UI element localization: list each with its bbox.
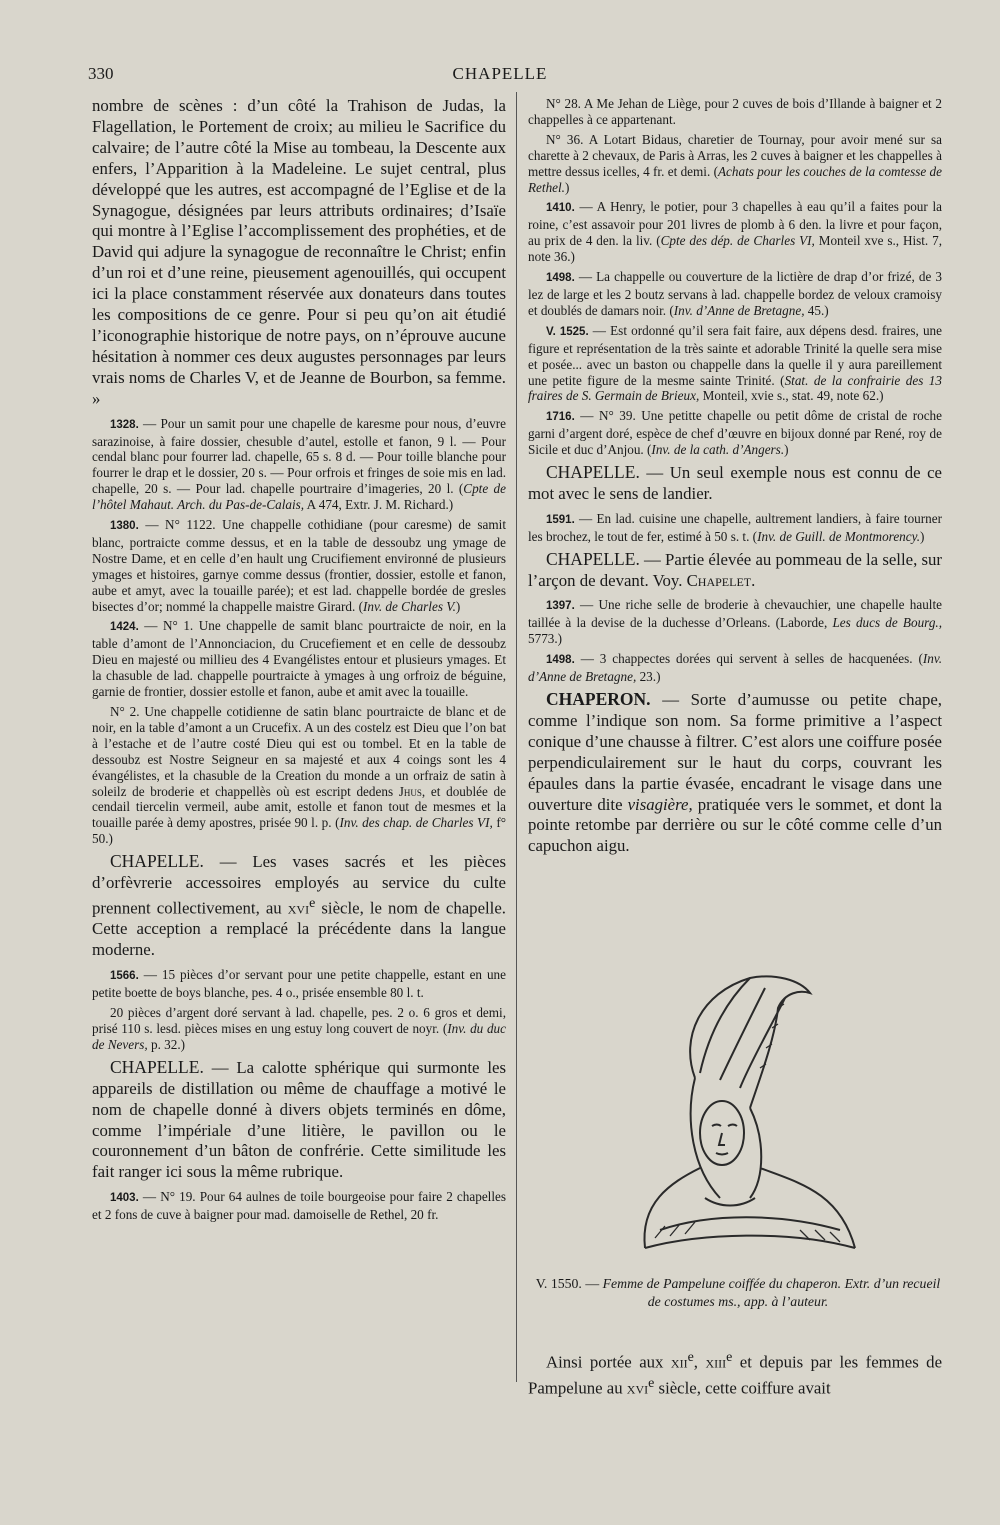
entry-year: 1410. (546, 202, 575, 215)
entry-source: Inv. d’Anne de Bretagne, (528, 651, 942, 685)
entry-text: — La chappelle ou couverture de la lictière de drap d’or frizé, de 3 lez de large et les 2 boutz servans à lad. chappelle bordez de veloux cramoisy et doublés de damars noir. ( (528, 269, 942, 318)
entry-source: Inv. d’Anne de Bretagne, (673, 302, 805, 318)
text: et depuis par les femmes de Pampelune au (528, 1352, 943, 1398)
entry-year: 1397. (546, 600, 575, 613)
text: siècle, cette coiffure avait (654, 1378, 831, 1398)
entry-tail: 5773.) (528, 631, 563, 647)
entry-1397 (528, 597, 942, 647)
entry-year: 1380. (110, 520, 139, 533)
entry-1328 (92, 416, 506, 513)
left-column (92, 96, 506, 1227)
entry-word: Jhus (398, 783, 422, 799)
entry-tail: 45.) (804, 302, 829, 318)
entry-source: Cpte des dép. de Charles VI, (660, 233, 815, 249)
entry-source: Achats pour les couches de la comtesse de Rethel. (528, 163, 942, 195)
entry-text: N° 2. Une chappelle cotidienne de satin blanc pourtraicte de blanc et de noir, en la table d’amont a un Crucefix. A un des costelz est Dieu que l’on bat à l’estache et de l’autre costé Dieu qui est ou tombel. Et en la table de dessoubz est Nostre Seigneur en sa majesté et aux 4 coings sont les 4 évangélistes, et la chasuble de la Creation du monde a un orfraiz de satin à soleilz de broderie et chappellès où est escript dedens (92, 704, 506, 799)
entry-year: 1403. (110, 1192, 139, 1205)
entry-source: Inv. de Guill. de Montmorency. (757, 528, 921, 544)
century-sup: e (309, 895, 316, 911)
term: visagière, (627, 794, 693, 814)
entry-1716 (528, 408, 942, 458)
caption-date: V. 1550. — (535, 1276, 603, 1291)
entry-1403 (92, 1189, 506, 1223)
right-column (528, 96, 942, 863)
entry-tail: ) (564, 179, 570, 195)
entry-text: — Une riche selle de broderie à chevauchier, une chapelle haulte taillée à la devise de la duchesse d’Orleans. (Laborde, (528, 597, 942, 631)
entry-tail: f° 50.) (92, 815, 506, 847)
cross-reference: Chapelet. (686, 570, 756, 590)
headword: CHAPERON. (546, 689, 651, 709)
headword: CHAPELLE. (546, 548, 640, 569)
column-rule (516, 92, 517, 1382)
intro-paragraph: nombre de scènes : d’un côté la Trahison de Judas, la Flagellation, le Portement de croix; au milieu le Sacrifice du calvaire; de l’autre côté la Mise au tombeau, la Descente aux enfers, l’Apparition à la Madeleine. Le sujet central, plus développé que les autres, est accompagné de l’Eglise et de la Synagogue, désignées par leurs attributs ordinaires; d’Isaïe qui montre à l’Eglise l’accomplissement des prophéties, et de David qui adjure la synagogue de reconnaître le Christ; enfin d’un roi et d’une reine, pieusement agenouillés, qui occupent ici la place constamment réservée aux donateurs dans toutes les compositions de ce genre. Pour si peu qu’on ait étudié l’iconographie historique de notre pays, on n’éprouve aucune hésitation à nommer ces deux augustes personnages par leurs vrais noms de Charles V, et de Jeanne de Bourbon, sa femme. » (92, 96, 506, 408)
entry-text: — N° 1. Une chappelle de samit blanc pourtraicte de noir, en la table d’amont de l’Annonciacion, du Crucefiement et en celle de dessoubz Dieu en majesté ou millieu des 4 Evangélistes entour et plusieurs ymages. Et la chasuble de lad. chappelle pourtraicte à ymages à ung orfroiz de béguine, garnie de frontier, dossier estolle et fanon, aube et amit avec la touaille. (92, 618, 506, 700)
running-title: CHAPELLE (452, 64, 548, 83)
entry-source: Cpte de l’hôtel Mahaut. Arch. du Pas-de-Calais, (92, 481, 506, 513)
entry-text: — N° 1122. Une chappelle cothidiane (pour caresme) de samit blanc, portraicte comme dessus, et en la table de dessoubz ung ymage de Nostre Dame, et en celle d’en hault ung Crucifiement environné de plusieurs ymages et histoires, garnye comme dessus (frontier, dossier, estolle et fanon, aube et amyt, avec la touaille parée); et est lad. chappelle bordée de gresles bisectes d’or; nommé la chappelle maistre Girard. ( (92, 517, 506, 614)
entry-1566 (92, 967, 506, 1001)
chapelle-definition-3 (92, 1057, 506, 1183)
caption-text: Femme de Pampelune coiffée du chaperon. Extr. d’un recueil de costumes ms., app. à l’auteur. (602, 1276, 941, 1309)
text: Ainsi portée aux (546, 1352, 671, 1372)
chapelle-definition-4 (528, 462, 942, 505)
entry-tail: 23.) (636, 669, 661, 685)
entry-text: N° 36. A Lotart Bidaus, charetier de Tournay, pour avoir mené sur sa charette à 2 chevaux, de Paris à Arras, les 2 cuves à baigner et les chappelles à mettre dessus icelles, 4 fr. et demi. ( (528, 131, 942, 179)
entry-tail: ) (455, 598, 461, 614)
headword: CHAPELLE. (110, 1056, 204, 1077)
entry-text: — A Henry, le potier, pour 3 chapelles à eau qu’il a faites pour la roine, c’est assavoir pour 201 livres de plomb à 6 den. la livre et pour façon, au prix de 4 den. la liv. ( (528, 199, 942, 249)
chapelle-definition-5 (528, 549, 942, 592)
century-sup: e (726, 1350, 733, 1365)
entry-year: 1498. (546, 272, 575, 285)
century: xvi (626, 1378, 649, 1398)
entry-1566-b (92, 1005, 506, 1053)
entry-1591 (528, 511, 942, 545)
entry-year: 1591. (546, 513, 575, 526)
century: xii (670, 1352, 688, 1372)
chaperon-continuation (528, 1348, 942, 1405)
entry-text: — En lad. cuisine une chapelle, aultrement landiers, à faire tourner les brochez, le tout de fer, estimé à 50 s. t. ( (528, 510, 942, 544)
entry-source: Inv. de la cath. d’Angers. (651, 442, 785, 458)
entry-n36 (528, 132, 942, 196)
entry-text: — Est ordonné qu’il sera fait faire, aux dépens desd. fraires, une figure et représentation de la très sainte et adorable Trinité la quelle sera mise et posée... avec un baston ou chappelle dans la quelle il y aura pareillement une petite figure de la mesme sainte Trinité. ( (528, 322, 942, 388)
entry-year: 1424. (110, 621, 139, 634)
hooded-woman-engraving-icon (600, 968, 900, 1258)
entry-1525 (528, 323, 942, 405)
entry-1424 (92, 618, 506, 700)
page-number: 330 (88, 64, 114, 83)
entry-tail: A 474, Extr. J. M. Richard.) (304, 497, 454, 513)
entry-1424-n2 (92, 704, 506, 847)
figure-caption (533, 1275, 943, 1311)
entry-year: V. 1525. (546, 325, 589, 338)
entry-text: — N° 39. Une petitte chapelle ou petit dôme de cristal de roche garni d’argent doré, espèce de chef d’œuvre en bijoux donné par René, roy de Sicile et duc d’Anjou. ( (528, 408, 942, 458)
definition-text: — Sorte d’aumusse ou petite chape, comme l’indique son nom. Sa forme primitive a l’aspect conique d’une chausse à filtrer. C’est alors une coiffure posée perpendiculairement sur le haut du corps, couvrant les épaules dans la partie évasée, encadrant le visage dans une ouverture dite (528, 690, 942, 814)
entry-1410 (528, 199, 942, 265)
entry-1498-b (528, 651, 942, 685)
definition-text: pratiquée vers le sommet, et dont la pointe retombe par derrière ou sur le côté comme celle d’un capuchon aigu. (528, 794, 942, 856)
entry-tail: p. 32.) (147, 1036, 186, 1052)
entry-tail: Monteil xve s., Hist. 7, note 36.) (528, 233, 943, 265)
entry-text: — 15 pièces d’or servant pour une petite chappelle, estant en une petite boette de boys blanche, pes. 4 o., prisée ensemble 80 l. t. (92, 967, 506, 1001)
entry-tail: ) (784, 442, 789, 458)
definition-text: — Les vases sacrés et les pièces d’orfèvrerie accessoires employés au service du culte prennent collectivement, au (92, 852, 506, 918)
definition-text: — La calotte sphérique qui surmonte les appareils de distillation ou même de chauffage a motivé le nom de chapelle donné à divers objets terminés en dôme, comme l’impériale d’une litière, le pavillon ou le couronnement d’un bâton de confrérie. Cette similitude les fait ranger ici sous la même rubrique. (92, 1057, 506, 1182)
entry-text: — 3 chappectes dorées qui servent à selles de hacquenées. ( (574, 651, 923, 667)
headword: CHAPELLE. (546, 462, 640, 483)
definition-text: — Un seul exemple nous est connu de ce mot avec le sens de landier. (528, 463, 942, 503)
century: xvi (287, 898, 310, 918)
century-sup: e (687, 1350, 694, 1365)
entry-year: 1328. (110, 418, 139, 431)
entry-tail: Monteil, xvie s., stat. 49, note 62.) (699, 388, 884, 404)
continuation-paragraph (528, 1348, 942, 1399)
entry-year: 1566. (110, 970, 139, 983)
entry-n28: N° 28. A Me Jehan de Liège, pour 2 cuves de bois d’Illande à baigner et 2 chappelles à ce appartenant. (528, 96, 942, 127)
century-sup: e (648, 1375, 655, 1391)
headword: CHAPELLE. (110, 851, 204, 872)
entry-source: Stat. de la confrairie des 13 fraires de S. Germain de Brieux, (528, 372, 942, 404)
entry-1380 (92, 517, 506, 614)
entry-1498 (528, 269, 942, 319)
entry-year: 1716. (546, 411, 575, 424)
text: , (693, 1352, 706, 1372)
century: xiii (705, 1352, 727, 1372)
definition-text: — Partie élevée au pommeau de la selle, sur l’arçon de devant. Voy. (528, 549, 942, 590)
entry-source: Inv. des chap. de Charles VI, (339, 815, 493, 831)
definition-text: siècle, le nom de chapelle. Cette acception a remplacé la précédente dans la langue moderne. (92, 898, 506, 960)
chapelle-definition-2 (92, 851, 506, 961)
entry-source: Les ducs de Bourg., (832, 615, 943, 631)
entry-text: , et doublée de cendail tiercelin vermeil, aube amit, estolle et fanon tout de mesmes et la touaille parée à demy apostres, prisée 90 l. p. ( (92, 783, 506, 831)
chaperon-definition (528, 689, 942, 857)
entry-source: Inv. de Charles V. (362, 598, 456, 614)
entry-source: Inv. du duc de Nevers, (92, 1021, 506, 1052)
entry-tail: ) (920, 528, 925, 544)
entry-year: 1498. (546, 654, 575, 667)
entry-text: 20 pièces d’argent doré servant à lad. chapelle, pes. 2 o. 6 gros et demi, prisé 110 s. lesd. pièces mises en ung estuy long couvert de noyr. ( (92, 1005, 506, 1036)
entry-text: — N° 19. Pour 64 aulnes de toile bourgeoise pour faire 2 chapelles et 2 fons de cuve à baigner pour mad. damoiselle de Rethel, 20 fr. (92, 1189, 506, 1223)
entry-text: — Pour un samit pour une chapelle de karesme pour nous, d’euvre sarazinoise, à faire dossier, chesuble d’autel, estolle et fanon, 9 l. — Pour cendal blanc pour fourrer lad. chapelle, 65 s. 8 d. — Pour toille blanche pour fourrer le drap et le dossier, 20 s. — Pour orfrois et fringes de soie mis en lad. chapelle, 20 s. — Pour lad. chapelle pourtraire d’imageries, 20 l. ( (92, 415, 506, 497)
